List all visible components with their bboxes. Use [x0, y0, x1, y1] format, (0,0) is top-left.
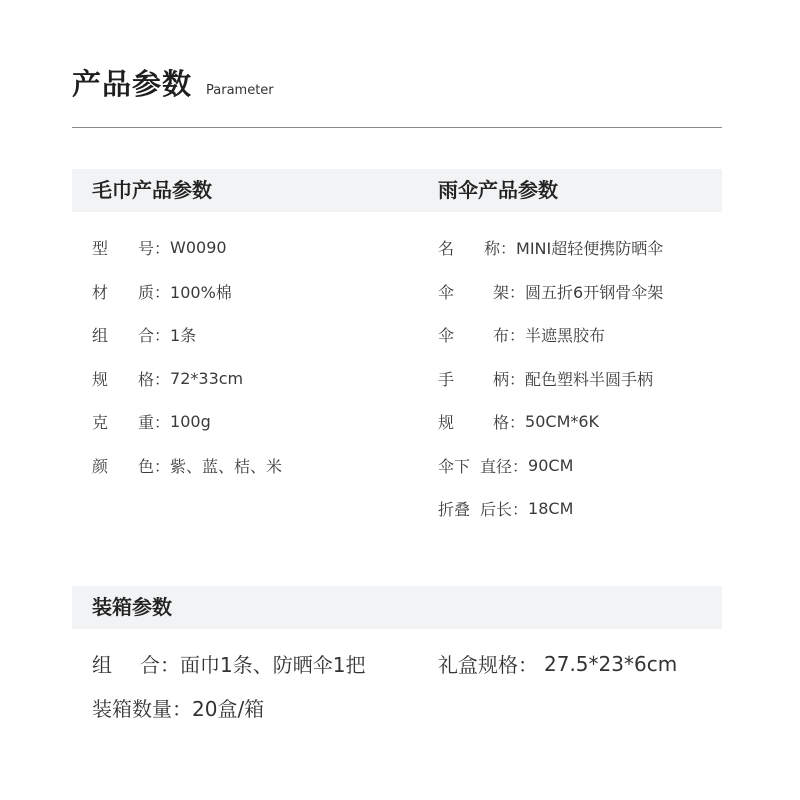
packing-row-combo: 组 合 ： 面巾1条、防晒伞1把: [92, 653, 366, 677]
page-title: 产品参数: [72, 67, 193, 101]
umbrella-row-frame: 伞 架 ： 圆五折6开钢骨伞架: [438, 282, 664, 302]
towel-row-color: 颜 色 ： 紫、蓝、桔、米: [92, 456, 283, 476]
towel-row-combo: 组 合 ： 1条: [92, 326, 197, 346]
towel-section-title: 毛巾产品参数: [92, 178, 212, 202]
page-header: [72, 62, 274, 103]
page-subtitle: Parameter: [206, 83, 274, 98]
umbrella-row-fabric: 伞 布 ： 半遮黑胶布: [438, 326, 606, 346]
towel-row-material: 材 质 ： 100%棉: [92, 282, 232, 302]
packing-row-giftbox: 礼盒规格 ： 27.5*23*6cm: [438, 651, 678, 677]
header-divider: [72, 127, 722, 128]
packing-section-title: 装箱参数: [92, 595, 172, 619]
umbrella-row-diameter: 伞下 直径 ： 90CM: [438, 455, 574, 476]
umbrella-row-handle: 手 柄 ： 配色塑料半圆手柄: [438, 369, 654, 389]
product-params-band: [72, 169, 722, 212]
umbrella-section-title: 雨伞产品参数: [438, 178, 558, 202]
packing-params-band: [72, 586, 722, 629]
packing-row-quantity: 装箱数量 ： 20盒/箱: [92, 697, 265, 721]
towel-row-weight: 克 重 ： 100g: [92, 412, 211, 433]
umbrella-params-list: [438, 226, 663, 531]
umbrella-row-name: 名 称 ： MINI超轻便携防晒伞: [438, 239, 664, 259]
towel-params-list: [92, 226, 282, 487]
umbrella-row-folded-length: 折叠 后长 ： 18CM: [438, 499, 574, 520]
umbrella-row-size: 规 格 ： 50CM*6K: [438, 412, 600, 433]
towel-row-model: 型 号 ： W0090: [92, 238, 227, 259]
towel-row-size: 规 格 ： 72*33cm: [92, 368, 244, 389]
